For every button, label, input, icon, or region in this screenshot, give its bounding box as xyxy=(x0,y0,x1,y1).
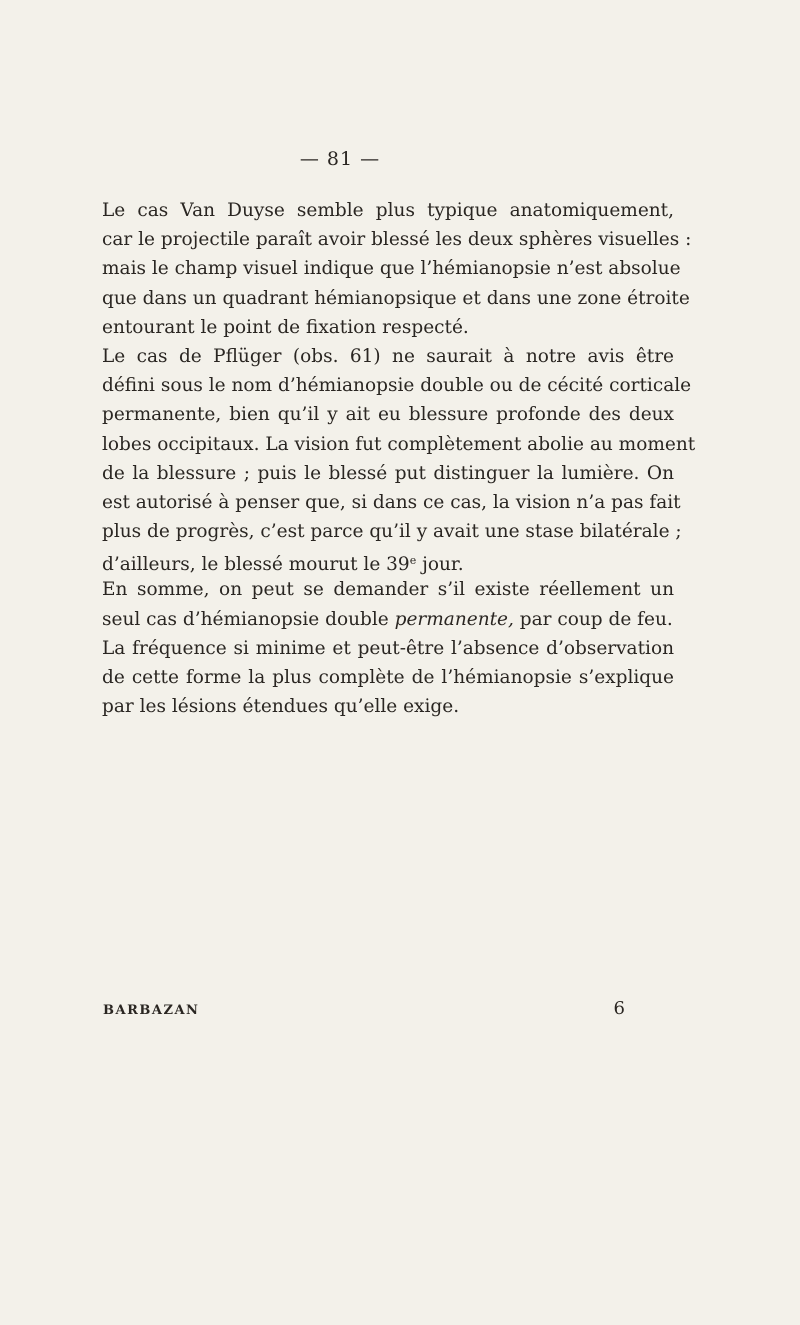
text-line: permanente, bien qu’il y ait eu blessure profonde des deux xyxy=(102,404,674,426)
text-line-with-italic xyxy=(102,605,674,634)
superscript: e xyxy=(409,554,417,568)
text-line: Le cas de Pflüger (obs. 61) ne saurait à notre avis être xyxy=(102,345,674,367)
page-footer xyxy=(103,998,625,1019)
sheet-number: 6 xyxy=(613,998,625,1019)
line-text: d’ailleurs, le blessé mourut le 39 xyxy=(102,554,410,576)
text-line: La fréquence si minime et peut-être l’absence d’observation xyxy=(102,637,674,659)
text-line: lobes occipitaux. La vision fut complètement abolie au moment xyxy=(102,433,696,455)
line-text: seul cas d’hémianopsie double xyxy=(102,608,389,630)
text-line: est autorisé à penser que, si dans ce cas, la vision n’a pas fait xyxy=(102,491,681,513)
line-text-end: jour. xyxy=(416,554,464,576)
text-line: car le projectile paraît avoir blessé les deux sphères visuelles : xyxy=(102,229,692,251)
text-line: En somme, on peut se demander s’il existe réellement un xyxy=(102,579,674,601)
line-text-end: par coup de feu. xyxy=(513,608,673,630)
text-line: mais le champ visuel indique que l’hémianopsie n’est absolue xyxy=(102,258,681,280)
text-line: par les lésions étendues qu’elle exige. xyxy=(102,696,460,718)
text-line: de cette forme la plus complète de l’hémianopsie s’explique xyxy=(102,667,674,688)
italic-word: permanente, xyxy=(394,608,514,630)
text-line: que dans un quadrant hémianopsique et dans une zone étroite xyxy=(102,287,690,309)
text-line: Le cas Van Duyse semble plus typique anatomiquement, xyxy=(102,200,674,221)
page-number: — 81 — xyxy=(299,148,381,170)
text-line: défini sous le nom d’hémianopsie double ou de cécité corticale xyxy=(102,375,692,397)
text-line: entourant le point de fixation respecté. xyxy=(102,316,469,338)
text-line: de la blessure ; puis le blessé put distinguer la lumière. On xyxy=(102,462,674,484)
text-line-with-superscript xyxy=(102,546,674,575)
printer-signature: BARBAZAN xyxy=(103,1003,200,1018)
body-text xyxy=(102,196,696,721)
text-line: plus de progrès, c’est parce qu’il y avait une stase bilatérale ; xyxy=(102,521,682,543)
